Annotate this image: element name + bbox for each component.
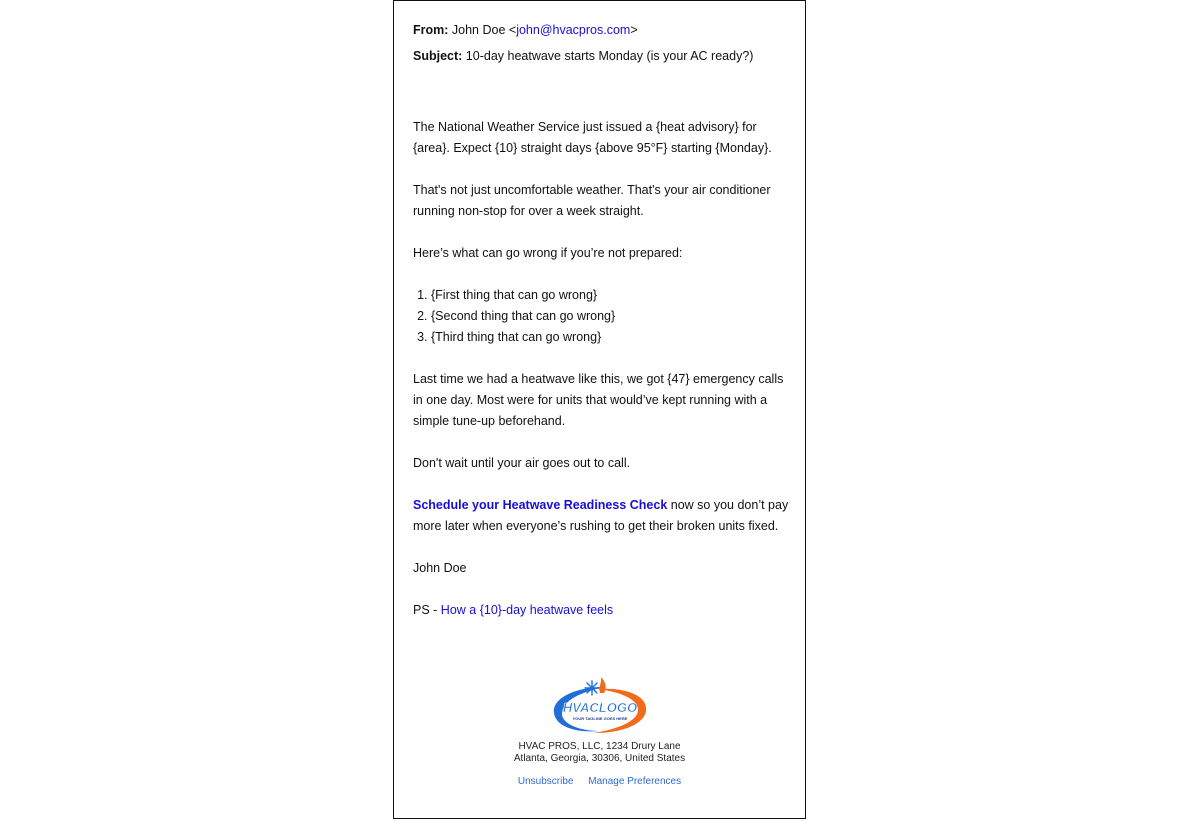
from-line — [413, 17, 793, 43]
from-email-link[interactable]: john@hvacpros.com — [516, 23, 631, 37]
paragraph-heat-advisory: The National Weather Service just issued a {heat advisory} for {area}. Expect {10} straight days {above 95°F} starting {Monday}. — [413, 120, 772, 155]
logo-tagline: YOUR TAGLINE GOES HERE — [572, 716, 627, 721]
email-frame — [393, 0, 806, 819]
unsubscribe-link[interactable]: Unsubscribe — [517, 776, 574, 787]
address-line-1: HVAC PROS, LLC, 1234 Drury Lane — [518, 741, 681, 752]
from-label: From: — [413, 23, 449, 37]
paragraph-dont-wait: Don't wait until your air goes out to call. — [413, 456, 631, 470]
email-body — [413, 117, 793, 621]
problems-list — [413, 285, 793, 348]
subject-label: Subject: — [413, 49, 463, 63]
list-item: 2. {Second thing that can go wrong} — [431, 306, 793, 327]
subject-text: 10-day heatwave starts Monday (is your AC ready?) — [465, 49, 754, 63]
list-item: 3. {Third thing that can go wrong} — [431, 327, 793, 348]
hvac-logo — [548, 673, 652, 737]
from-name: John Doe < — [451, 23, 517, 37]
paragraph-what-can-go-wrong: Here’s what can go wrong if you’re not prepared: — [413, 246, 683, 260]
company-address — [394, 741, 805, 765]
email-content — [413, 17, 793, 642]
logo-text: HVACLOGO — [562, 700, 637, 715]
snowflake-icon — [585, 681, 599, 695]
footer-links — [394, 776, 805, 788]
cta-rest-text: now so you don’t pay more later when everyone’s rushing to get their broken units fixed. — [413, 498, 789, 533]
paragraph-ac-running: That's not just uncomfortable weather. That's your air conditioner running non-stop for over a week straight. — [413, 183, 771, 218]
email-footer — [394, 673, 805, 788]
paragraph-ps — [413, 600, 793, 621]
paragraph-emergency-calls: Last time we had a heatwave like this, we got {47} emergency calls in one day. Most were for units that would’ve kept running with a simple tune-up beforehand. — [413, 372, 784, 428]
signature: John Doe — [413, 561, 467, 575]
subject-line — [413, 43, 793, 69]
from-close: > — [630, 23, 638, 37]
schedule-check-link[interactable]: Schedule your Heatwave Readiness Check — [413, 498, 668, 512]
heatwave-feels-link[interactable]: How a {10}-day heatwave feels — [440, 603, 614, 617]
ps-prefix: PS - — [413, 603, 441, 617]
paragraph-cta — [413, 495, 793, 537]
manage-preferences-link[interactable]: Manage Preferences — [588, 776, 682, 787]
list-item: 1. {First thing that can go wrong} — [431, 285, 793, 306]
address-line-2: Atlanta, Georgia, 30306, United States — [513, 753, 686, 764]
